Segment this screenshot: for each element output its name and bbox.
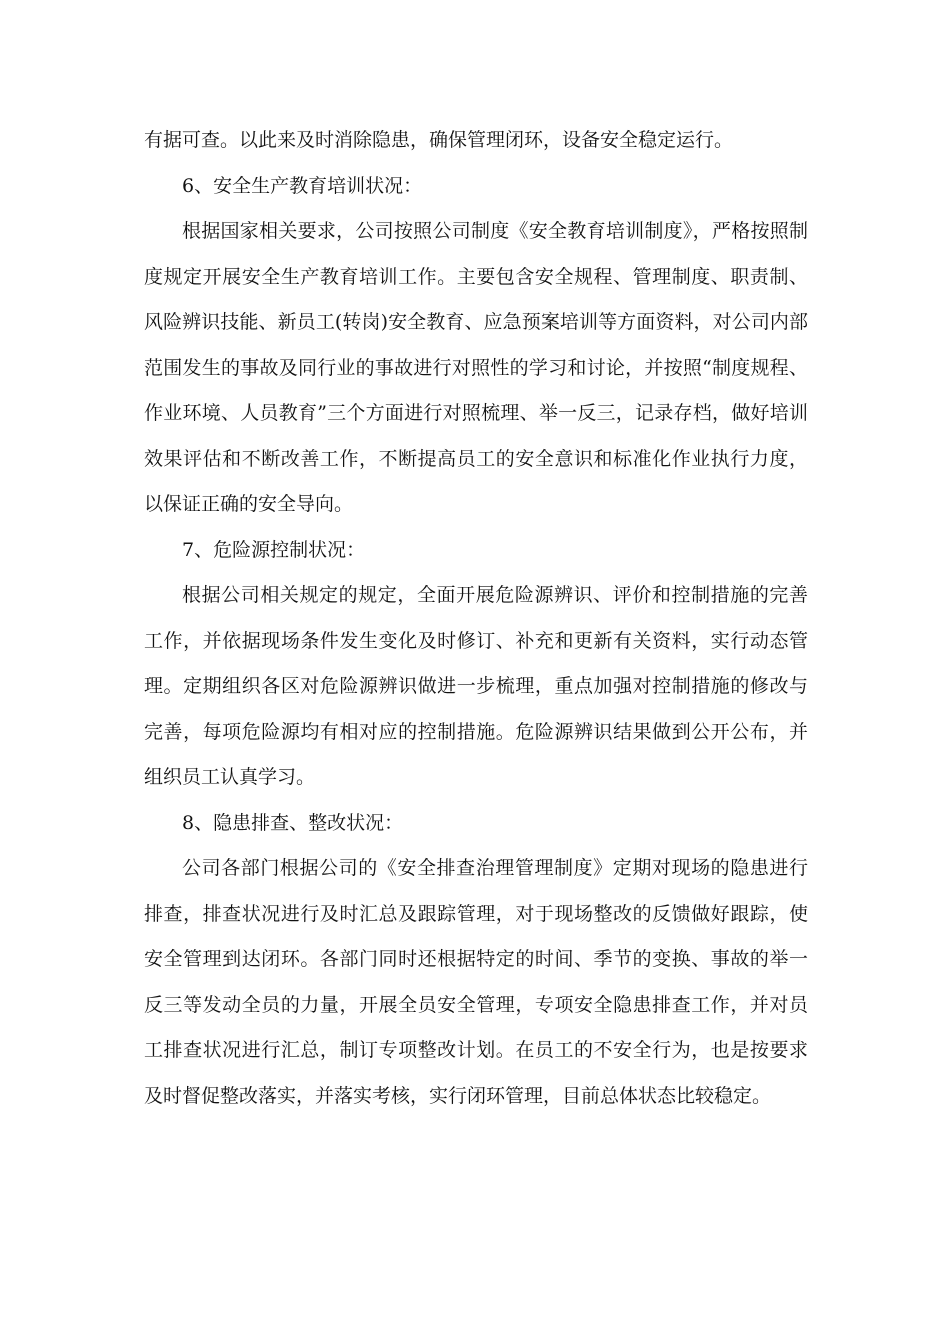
- section-heading-6: 6、安全生产教育培训状况：: [182, 174, 423, 197]
- document-body: [144, 118, 808, 1119]
- paragraph-continuation: 有据可查。以此来及时消除隐患，确保管理闭环，设备安全稳定运行。: [144, 129, 734, 151]
- section-heading-7: 7、危险源控制状况：: [182, 538, 366, 561]
- paragraph-hidden-danger: 公司各部门根据公司的《安全排查治理管理制度》定期对现场的隐患进行排查，排查状况进行及时汇总及跟踪管理，对于现场整改的反馈做好跟踪，使安全管理到达闭环。各部门同时还根据特定的时间、季节的变换、事故的举一反三等发动全员的力量，开展全员安全管理，专项安全隐患排查工作，并对员工排查状况进行汇总，制订专项整改计划。在员工的不安全行为，也是按要求及时督促整改落实，并落实考核，实行闭环管理，目前总体状态比较稳定。: [144, 857, 808, 1107]
- paragraph-training: 根据国家相关要求，公司按照公司制度《安全教育培训制度》，严格按照制度规定开展安全生产教育培训工作。主要包含安全规程、管理制度、职责制、风险辨识技能、新员工(转岗)安全教育、应急预案培训等方面资料，对公司内部范围发生的事故及同行业的事故进行对照性的学习和讨论，并按照“制度规程、作业环境、人员教育”三个方面进行对照梳理、举一反三，记录存档，做好培训效果评估和不断改善工作，不断提高员工的安全意识和标准化作业执行力度，以保证正确的安全导向。: [144, 220, 808, 515]
- paragraph-hazard-control: 根据公司相关规定的规定，全面开展危险源辨识、评价和控制措施的完善工作，并依据现场条件发生变化及时修订、补充和更新有关资料，实行动态管理。定期组织各区对危险源辨识做进一步梳理，重点加强对控制措施的修改与完善，每项危险源均有相对应的控制措施。危险源辨识结果做到公开公布，并组织员工认真学习。: [144, 584, 808, 788]
- section-heading-8: 8、隐患排查、整改状况：: [182, 811, 404, 834]
